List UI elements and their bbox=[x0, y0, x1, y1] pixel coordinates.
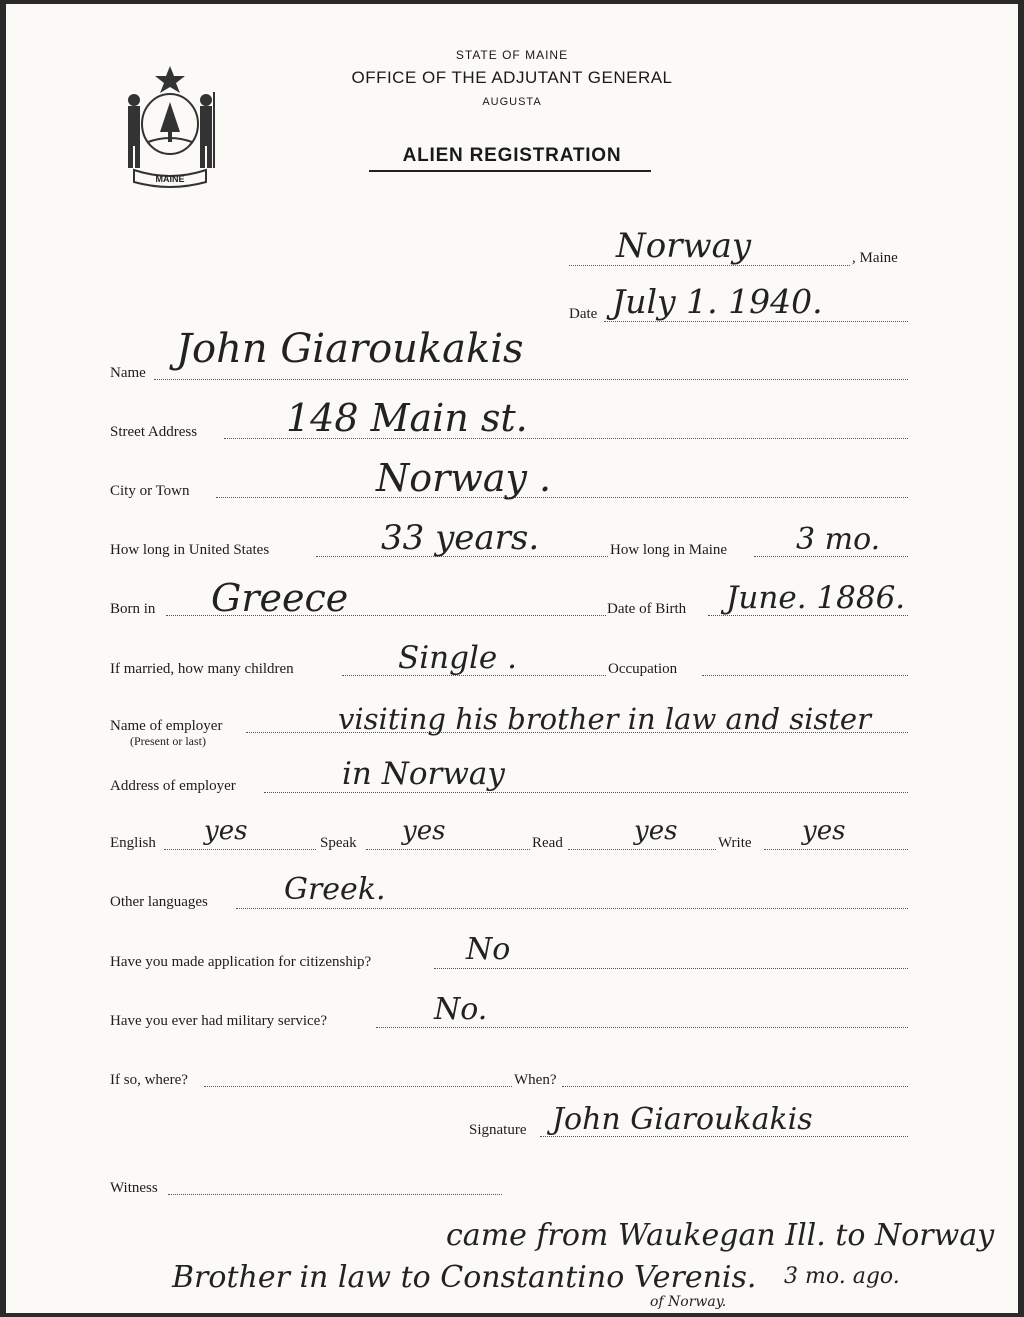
header-state: STATE OF MAINE bbox=[455, 48, 569, 62]
name-line bbox=[154, 379, 908, 380]
employer-label: Name of employer bbox=[110, 718, 223, 734]
city-value: Norway . bbox=[376, 456, 552, 500]
military-value: No. bbox=[434, 992, 488, 1027]
speak-label: Speak bbox=[320, 835, 357, 851]
english-label: English bbox=[110, 835, 156, 851]
street-label: Street Address bbox=[110, 424, 198, 440]
name-label: Name bbox=[110, 365, 146, 381]
children-value: Single . bbox=[398, 640, 517, 676]
city-label: City or Town bbox=[110, 483, 190, 499]
occupation-line bbox=[702, 675, 908, 676]
svg-text:MAINE: MAINE bbox=[155, 174, 185, 184]
date-label: Date bbox=[569, 306, 598, 322]
date-line bbox=[604, 321, 908, 322]
born-in-label: Born in bbox=[110, 601, 156, 617]
other-languages-line bbox=[236, 908, 908, 909]
how-long-us-value: 33 years. bbox=[381, 518, 540, 558]
speak-line bbox=[366, 849, 530, 850]
employer-address-label: Address of employer bbox=[110, 778, 236, 794]
write-line bbox=[764, 849, 908, 850]
dob-value: June. 1886. bbox=[726, 580, 906, 616]
other-languages-label: Other languages bbox=[110, 894, 208, 910]
how-long-maine-value: 3 mo. bbox=[796, 522, 881, 557]
how-long-maine-label: How long in Maine bbox=[610, 542, 728, 558]
signature-value: John Giaroukakis bbox=[552, 1102, 813, 1137]
employer-address-line bbox=[264, 792, 908, 793]
employer-address-value: in Norway bbox=[342, 756, 505, 792]
military-label: Have you ever had military service? bbox=[110, 1013, 327, 1029]
employer-value: visiting his brother in law and sister bbox=[338, 702, 871, 736]
write-label: Write bbox=[718, 835, 752, 851]
born-in-value: Greece bbox=[211, 576, 349, 620]
employer-sublabel: (Present or last) bbox=[130, 734, 206, 748]
if-so-where-label: If so, where? bbox=[110, 1072, 188, 1088]
witness-line bbox=[168, 1194, 502, 1195]
write-value: yes bbox=[802, 816, 846, 846]
read-value: yes bbox=[634, 816, 678, 846]
military-line bbox=[376, 1027, 908, 1028]
registration-form bbox=[6, 4, 1018, 1313]
form-title: ALIEN REGISTRATION bbox=[402, 145, 622, 166]
citizenship-value: No bbox=[466, 932, 511, 967]
name-value: John Giaroukakis bbox=[176, 326, 524, 372]
signature-label: Signature bbox=[469, 1122, 527, 1138]
when-label: When? bbox=[514, 1072, 557, 1088]
occupation-label: Occupation bbox=[608, 661, 678, 677]
header-city: AUGUSTA bbox=[482, 96, 542, 108]
english-line bbox=[164, 849, 316, 850]
street-value: 148 Main st. bbox=[286, 396, 528, 440]
speak-value: yes bbox=[402, 816, 446, 846]
english-value: yes bbox=[204, 816, 248, 846]
witness-label: Witness bbox=[110, 1180, 158, 1196]
header-office: OFFICE OF THE ADJUTANT GENERAL bbox=[351, 68, 673, 87]
citizenship-line bbox=[434, 968, 908, 969]
note-line-3: of Norway. bbox=[650, 1294, 727, 1310]
citizenship-label: Have you made application for citizenship? bbox=[110, 954, 372, 970]
dob-label: Date of Birth bbox=[607, 601, 687, 617]
how-long-us-label: How long in United States bbox=[110, 542, 270, 558]
other-languages-value: Greek. bbox=[284, 872, 386, 907]
read-label: Read bbox=[532, 835, 563, 851]
note-line-2b: 3 mo. ago. bbox=[784, 1264, 900, 1289]
if-so-where-line bbox=[204, 1086, 512, 1087]
title-underline bbox=[369, 170, 651, 172]
date-value: July 1. 1940. bbox=[612, 282, 823, 321]
read-line bbox=[568, 849, 716, 850]
when-line bbox=[562, 1086, 908, 1087]
note-line-1: came from Waukegan Ill. to Norway bbox=[446, 1218, 995, 1253]
children-label: If married, how many children bbox=[110, 661, 294, 677]
maine-label: , Maine bbox=[852, 250, 898, 266]
city-line bbox=[216, 497, 908, 498]
place-value: Norway bbox=[616, 226, 752, 266]
note-line-2: Brother in law to Constantino Verenis. bbox=[172, 1260, 757, 1295]
